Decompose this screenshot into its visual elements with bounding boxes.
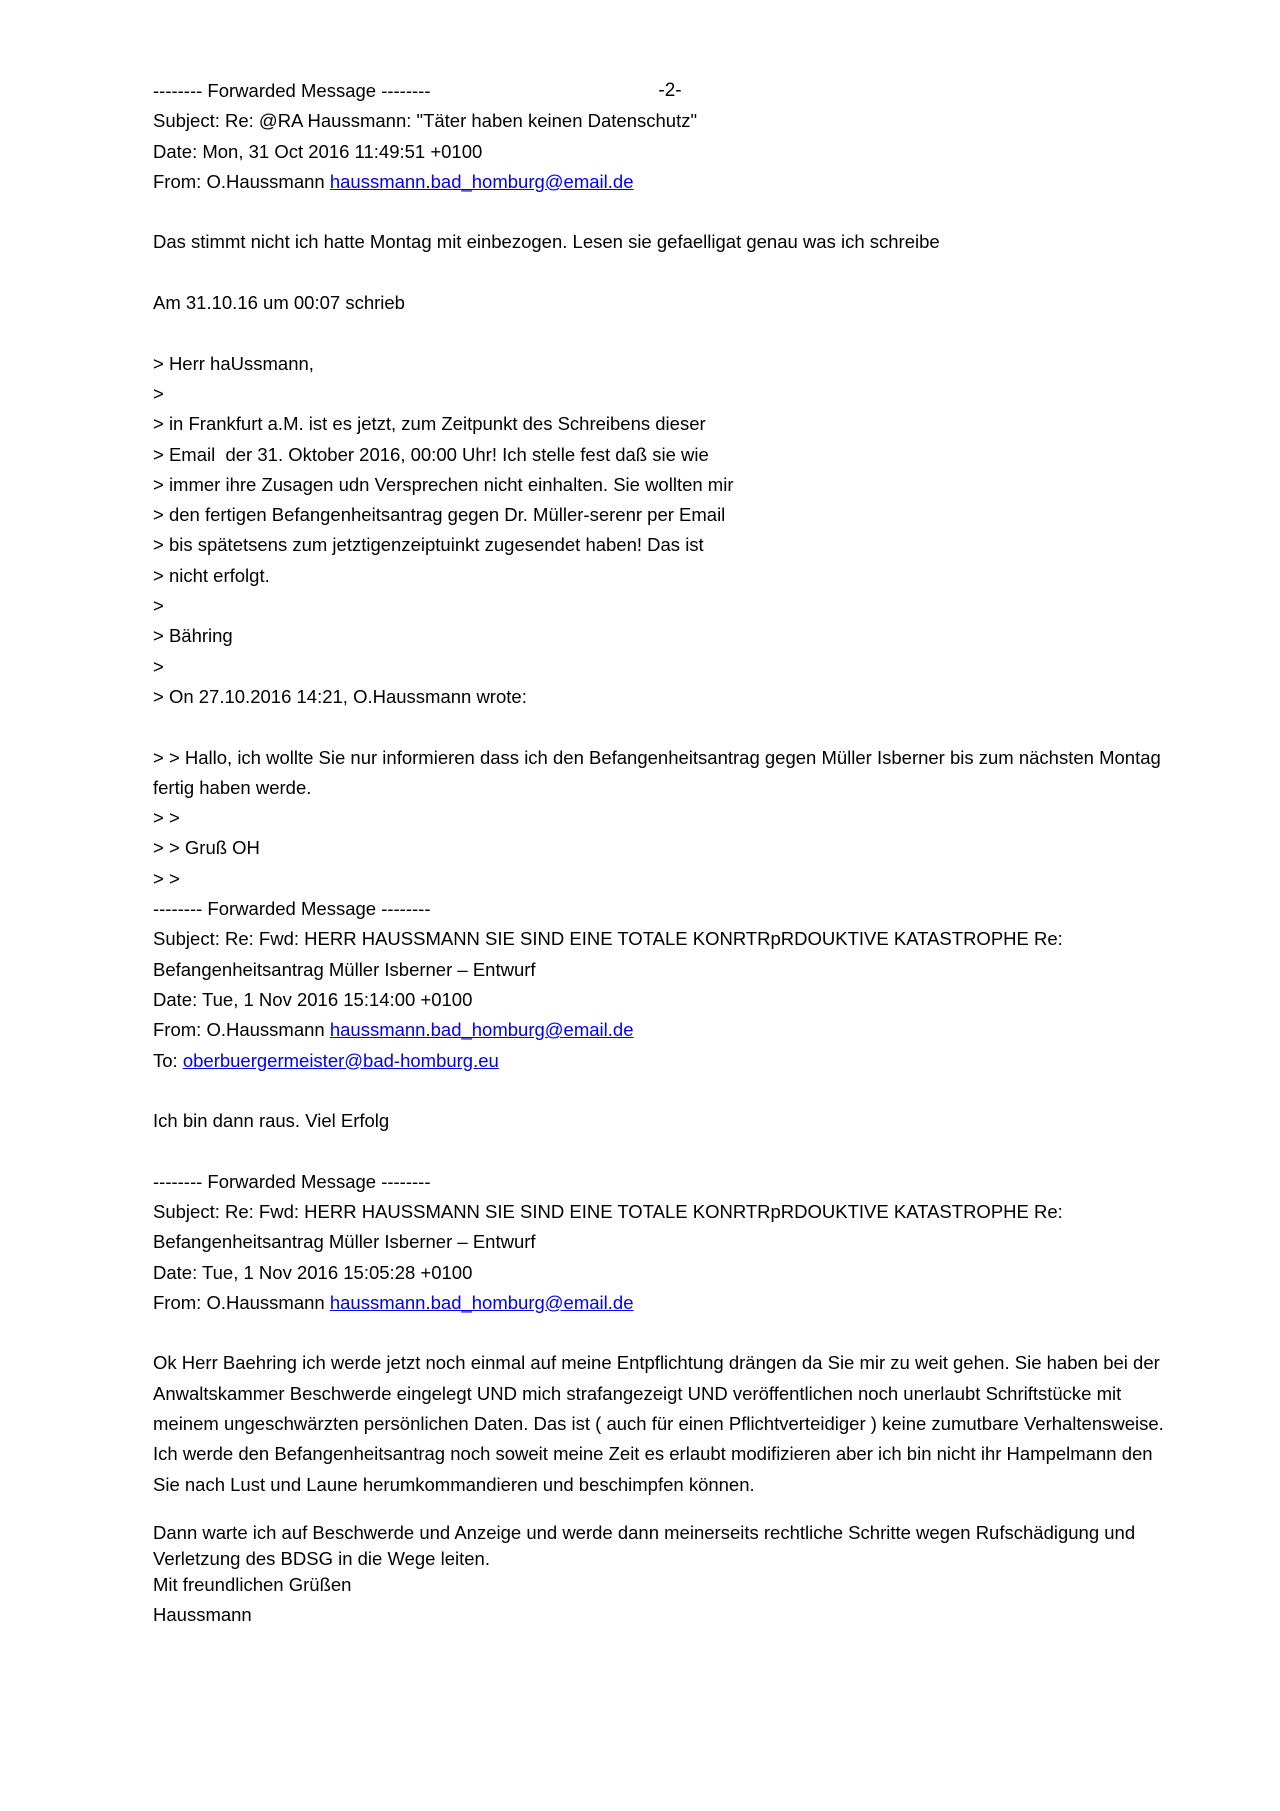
nested-quoted-line: > >	[153, 807, 180, 829]
to-line	[153, 1046, 1173, 1076]
from-line	[153, 1015, 1173, 1045]
from-label: From: O.Haussmann	[153, 1019, 330, 1041]
nested-quoted-line: > > Hallo, ich wollte Sie nur informieren dass ich den Befangenheitsantrag gegen Müller Isberner bis zum nächsten Montag fertig haben werde.	[153, 746, 1161, 798]
subject-line: Subject: Re: Fwd: HERR HAUSSMANN SIE SIND EINE TOTALE KONRTRpRDOUKTIVE KATASTROPHE Re: Befangenheitsantrag Müller Isberner – Entwurf	[153, 928, 1063, 980]
message-body: Ok Herr Baehring ich werde jetzt noch einmal auf meine Entpflichtung drängen da Sie mir zu weit gehen. Sie haben bei der Anwaltskammer Beschwerde eingelegt UND mich strafangezeigt UND veröffentlichen noch unerlaubt Schriftstücke mit meinem ungeschwärzten persönlichen Daten. Das ist ( auch für einen Pflichtverteidiger ) keine zumutbare Verhaltensweise. Ich werde den Befangenheitsantrag noch soweit meine Zeit es erlaubt modifizieren aber ich bin nicht ihr Hampelmann den Sie nach Lust und Laune herumkommandieren und beschimpfen können.	[153, 1352, 1164, 1495]
recipient-email-link[interactable]: oberbuergermeister@bad-homburg.eu	[182, 1049, 499, 1071]
quoted-line: > in Frankfurt a.M. ist es jetzt, zum Zeitpunkt des Schreibens dieser	[153, 413, 706, 435]
quoted-line: > Bähring	[153, 625, 233, 647]
message-body: Ich bin dann raus. Viel Erfolg	[153, 1110, 390, 1132]
signature: Haussmann	[153, 1604, 252, 1626]
quoted-line: > Email der 31. Oktober 2016, 00:00 Uhr! Ich stelle fest daß sie wie	[153, 443, 709, 465]
sender-email-link[interactable]: haussmann.bad_homburg@email.de	[329, 170, 634, 192]
message-body: Das stimmt nicht ich hatte Montag mit einbezogen. Lesen sie gefaelligat genau was ich schreibe	[153, 231, 940, 253]
quoted-line: >	[153, 655, 164, 677]
forwarded-message-1	[153, 76, 1173, 894]
quoted-line: > bis spätetsens zum jetztigenzeiptuinkt zugesendet haben! Das ist	[153, 534, 704, 556]
forward-separator: -------- Forwarded Message --------	[153, 1170, 431, 1192]
forward-separator: -------- Forwarded Message --------	[153, 898, 431, 920]
document-page	[153, 76, 1173, 1633]
quoted-line: >	[153, 382, 164, 404]
quoted-line: > den fertigen Befangenheitsantrag gegen Dr. Müller-serenr per Email	[153, 504, 726, 526]
quoted-line: > On 27.10.2016 14:21, O.Haussmann wrote:	[153, 685, 527, 707]
quoted-line: > immer ihre Zusagen udn Versprechen nicht einhalten. Sie wollten mir	[153, 473, 734, 495]
from-label: From: O.Haussmann	[153, 170, 330, 192]
nested-quoted-line: > > Gruß OH	[153, 837, 260, 859]
to-label: To:	[153, 1049, 183, 1071]
forward-separator: -------- Forwarded Message --------	[153, 80, 431, 101]
reply-intro: Am 31.10.16 um 00:07 schrieb	[153, 292, 405, 314]
sender-email-link[interactable]: haussmann.bad_homburg@email.de	[329, 1291, 634, 1313]
message-body-closing: Dann warte ich auf Beschwerde und Anzeige und werde dann meinerseits rechtliche Schritte wegen Rufschädigung und Verletzung des BDSG in die Wege leiten.	[153, 1521, 1136, 1569]
forwarded-message-3	[153, 1167, 1173, 1633]
sender-email-link[interactable]: haussmann.bad_homburg@email.de	[329, 1019, 634, 1041]
quoted-line: > nicht erfolgt.	[153, 564, 270, 586]
from-line	[153, 1288, 1173, 1318]
page-number: -2-	[658, 80, 682, 101]
date-line: Date: Tue, 1 Nov 2016 15:05:28 +0100	[153, 1261, 473, 1283]
quoted-line: > Herr haUssmann,	[153, 352, 314, 374]
forwarded-message-2	[153, 894, 1173, 1167]
from-line	[153, 167, 1173, 197]
greeting: Mit freundlichen Grüßen	[153, 1573, 352, 1595]
nested-quoted-line: > >	[153, 867, 180, 889]
subject-line: Subject: Re: @RA Haussmann: "Täter haben keinen Datenschutz"	[153, 110, 698, 132]
date-line: Date: Mon, 31 Oct 2016 11:49:51 +0100	[153, 140, 483, 162]
from-label: From: O.Haussmann	[153, 1291, 330, 1313]
date-line: Date: Tue, 1 Nov 2016 15:14:00 +0100	[153, 988, 473, 1010]
subject-line: Subject: Re: Fwd: HERR HAUSSMANN SIE SIND EINE TOTALE KONRTRpRDOUKTIVE KATASTROPHE Re: Befangenheitsantrag Müller Isberner – Entwurf	[153, 1200, 1063, 1253]
quoted-line: >	[153, 595, 164, 617]
